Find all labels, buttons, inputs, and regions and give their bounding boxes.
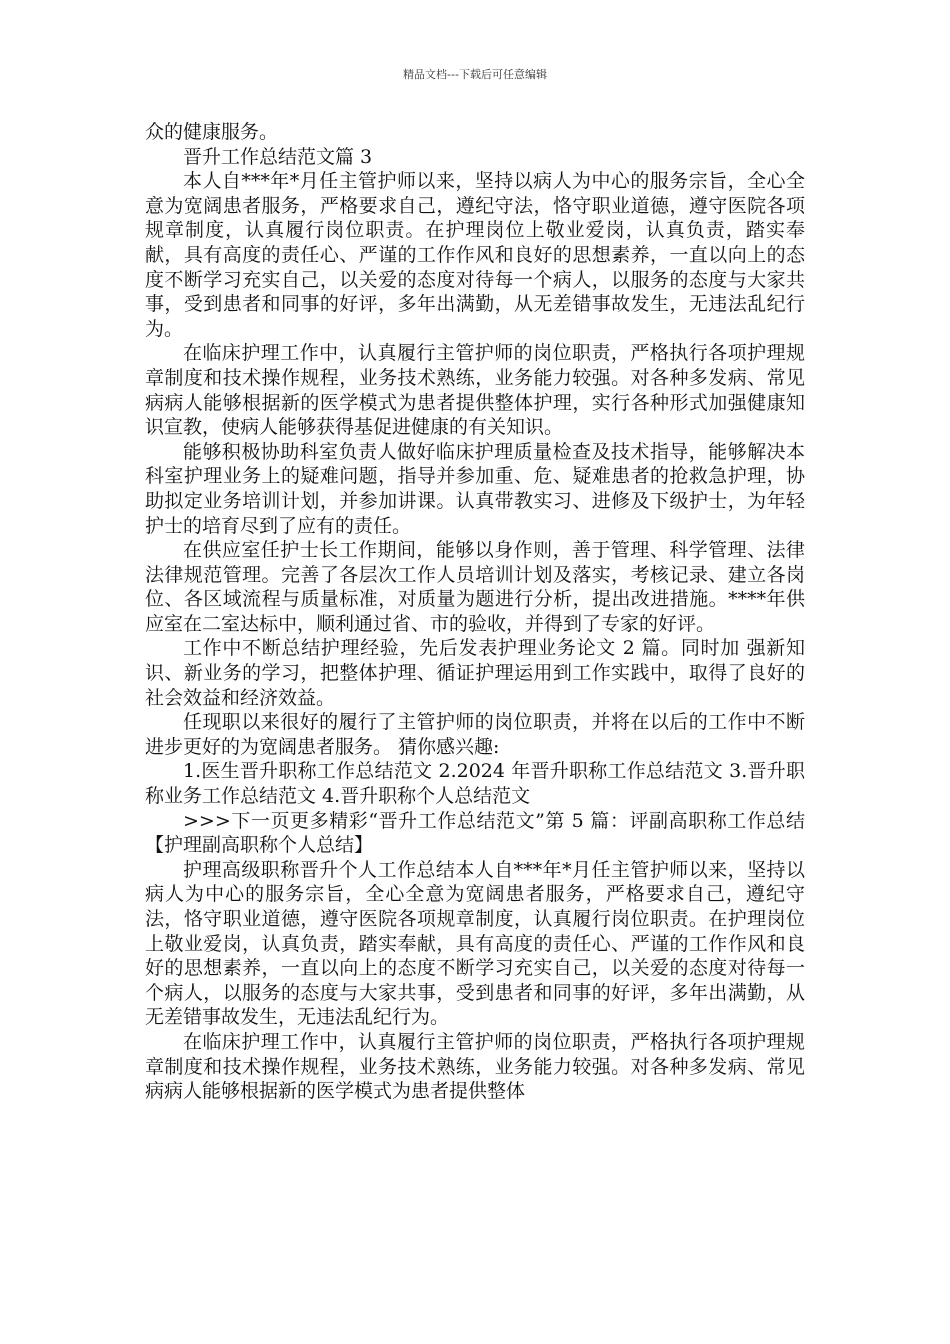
section-heading: 晋升工作总结范文篇 3 xyxy=(183,145,373,168)
paragraph: 在供应室任护士长工作期间，能够以身作则，善于管理、科学管理、法律法律规范管理。完善了各层次工作人员培训计划及落实，考核记录、建立各岗位、各区域流程与质量标准，对质量为题进行分析，提出改进措施。****年供应室在二室达标中，顺利通过省、市的验收，并得到了专家的好评。 xyxy=(145,539,805,635)
paragraph: 工作中不断总结护理经验，先后发表护理业务论文 2 篇。同时加 强新知识、新业务的学习，把整体护理、循证护理运用到工作实践中，取得了良好的社会效益和经济效益。 xyxy=(145,637,805,709)
paragraph: 护理高级职称晋升个人工作总结本人自***年*月任主管护师以来，坚持以病人为中心的服务宗旨，全心全意为宽阔患者服务，严格要求自己，遵纪守法，恪守职业道德，遵守医院各项规章制度，认真履行岗位职责。在护理岗位上敬业爱岗，认真负责，踏实奉献，具有高度的责任心、严谨的工作作风和良好的思想素养，一直以向上的态度不断学习充实自己，以关爱的态度对待每一个病人，以服务的态度与大家共事，受到患者和同事的好评，多年出满勤，从无差错事故发生，无违法乱纪行为。 xyxy=(145,858,805,1029)
page-header: 精品文档---下载后可任意编辑 xyxy=(403,68,547,81)
related-links: 1.医生晋升职称工作总结范文 2.2024 年晋升职称工作总结范文 3.晋升职称业务工作总结范文 4.晋升职称个人总结范文 xyxy=(145,760,805,808)
document-body xyxy=(145,120,805,1104)
paragraph: 任现职以来很好的履行了主管护师的岗位职责，并将在以后的工作中不断进步更好的为宽阔患者服务。 猜你感兴趣: xyxy=(145,711,805,758)
paragraph: 能够积极协助科室负责人做好临床护理质量检查及技术指导，能够解决本科室护理业务上的疑难问题，指导并参加重、危、疑难患者的抢救急护理，协助拟定业务培训计划，并参加讲课。认真带教实习、进修及下级护士，为年轻护士的培育尽到了应有的责任。 xyxy=(145,440,805,537)
paragraph: 众的健康服务。 xyxy=(145,121,279,143)
paragraph: 在临床护理工作中，认真履行主管护师的岗位职责，严格执行各项护理规章制度和技术操作规程，业务技术熟练，业务能力较强。对各种多发病、常见病病人能够根据新的医学模式为患者提供整体护理，实行各种形式加强健康知识宣教，使病人能够获得基促进健康的有关知识。 xyxy=(145,342,805,439)
next-page-link: >>>下一页更多精彩“晋升工作总结范文”第 5 篇：评副高职称工作总结【护理副高职称个人总结】 xyxy=(145,809,805,857)
paragraph: 本人自***年*月任主管护师以来，坚持以病人为中心的服务宗旨，全心全意为宽阔患者服务，严格要求自己，遵纪守法，恪守职业道德，遵守医院各项规章制度，认真履行岗位职责。在护理岗位上敬业爱岗，认真负责，踏实奉献，具有高度的责任心、严谨的工作作风和良好的思想素养，一直以向上的态度不断学习充实自己，以关爱的态度对待每一个病人，以服务的态度与大家共事，受到患者和同事的好评，多年出满勤，从无差错事故发生，无违法乱纪行为。 xyxy=(145,170,805,340)
paragraph: 在临床护理工作中，认真履行主管护师的岗位职责，严格执行各项护理规章制度和技术操作规程，业务技术熟练，业务能力较强。对各种多发病、常见病病人能够根据新的医学模式为患者提供整体 xyxy=(145,1030,805,1103)
